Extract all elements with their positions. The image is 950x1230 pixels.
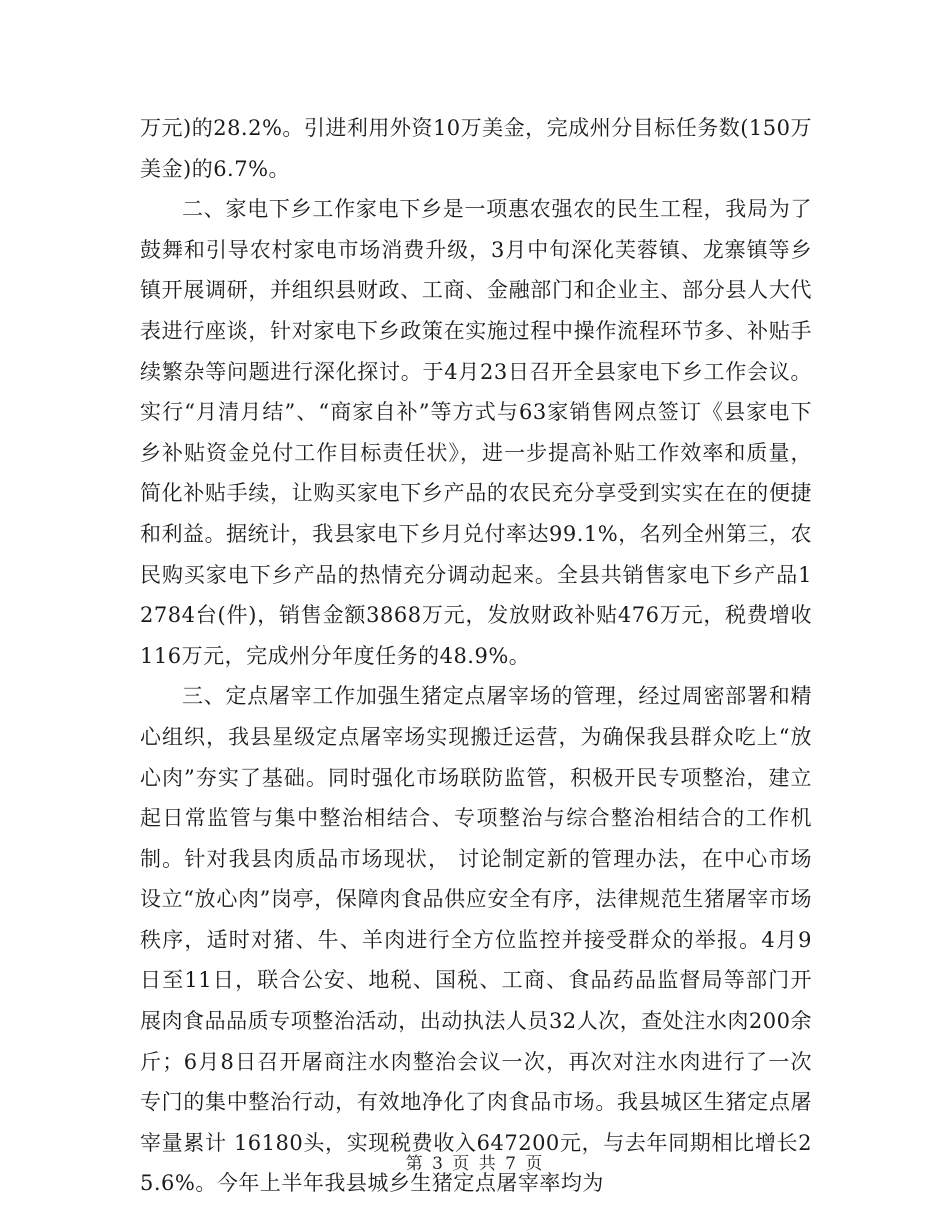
page-number-footer: 第 3 页 共 7 页 [405,1154,545,1174]
paragraph-foreign-investment: 万元)的28.2%。引进利用外资10万美金，完成州分目标任务数(150万美金)的6.7%。 [140,116,812,181]
paragraph-slaughter: 三、定点屠宰工作加强生猪定点屠宰场的管理，经过周密部署和精心组织，我县星级定点屠宰场实现搬迁运营，为确保我县群众吃上“放心肉”夯实了基础。同时强化市场联防监管，积极开民专项整治，建立起日常监管与集中整治相结合、专项整治与综合整治相结合的工作机制。针对我县肉质品市场现状， 讨论制定新的管理办法，在中心市场设立“放心肉”岗亭，保障肉食品供应安全有序，法律规范生猪屠宰市场秩序，适时对猪、牛、羊肉进行全方位监控并接受群众的举报。4月9日至11日，联合公安、地税、国税、工商、食品药品监督局等部门开展肉食品品质专项整治活动，出动执法人员32人次，查处注水肉200余斤；6月8日召开屠商注水肉整治会议一次，再次对注水肉进行了一次专门的集中整治行动，有效地净化了肉食品市场。我县城区生猪定点屠宰量累计 16180头，实现税费收入647200元，与去年同期相比增长25.6%。今年上半年我县城乡生猪定点屠宰率均为 [140,684,812,1196]
body-text [140,108,812,1204]
paragraph-home-appliances: 二、家电下乡工作家电下乡是一项惠农强农的民生工程，我局为了鼓舞和引导农村家电市场消费升级，3月中旬深化芙蓉镇、龙寨镇等乡镇开展调研，并组织县财政、工商、金融部门和企业主、部分县人大代表进行座谈，针对家电下乡政策在实施过程中操作流程环节多、补贴手续繁杂等问题进行深化探讨。于4月23日召开全县家电下乡工作会议。实行“月清月结”、“商家自补”等方式与63家销售网点签订《县家电下乡补贴资金兑付工作目标责任状》，进一步提高补贴工作效率和质量，简化补贴手续，让购买家电下乡产品的农民充分享受到实实在在的便捷和利益。据统计，我县家电下乡月兑付率达99.1%，名列全州第三，农民购买家电下乡产品的热情充分调动起来。全县共销售家电下乡产品12784台(件)，销售金额3868万元，发放财政补贴476万元，税费增收116万元，完成州分年度任务的48.9%。 [140,197,812,668]
